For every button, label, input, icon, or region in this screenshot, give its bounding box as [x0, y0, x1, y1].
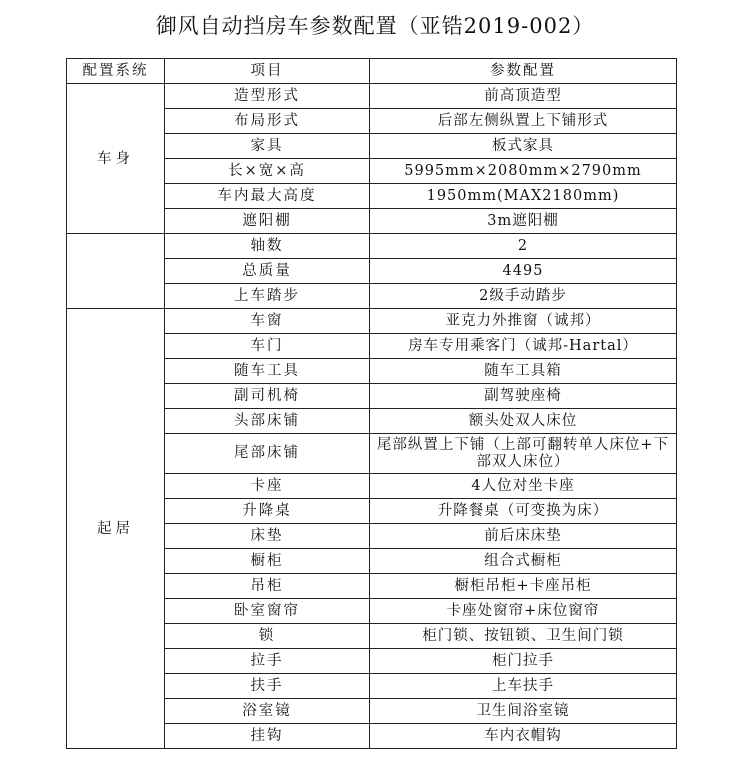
item-cell: 副司机椅: [165, 384, 370, 409]
spec-cell: 亚克力外推窗（诚邦）: [370, 309, 677, 334]
item-cell: 上车踏步: [165, 284, 370, 309]
item-cell: 卧室窗帘: [165, 599, 370, 624]
item-cell: 拉手: [165, 649, 370, 674]
item-cell: 床垫: [165, 524, 370, 549]
header-item: 项目: [165, 59, 370, 84]
item-cell: 吊柜: [165, 574, 370, 599]
system-cell: [67, 234, 165, 309]
spec-cell: 板式家具: [370, 134, 677, 159]
item-cell: 扶手: [165, 674, 370, 699]
item-cell: 总质量: [165, 259, 370, 284]
item-cell: 造型形式: [165, 84, 370, 109]
header-system: 配置系统: [67, 59, 165, 84]
item-cell: 头部床铺: [165, 409, 370, 434]
item-cell: 锁: [165, 624, 370, 649]
table-row: [67, 309, 677, 334]
spec-cell: 额头处双人床位: [370, 409, 677, 434]
spec-cell: 上车扶手: [370, 674, 677, 699]
document-title: 御风自动挡房车参数配置（亚锆2019-002）: [155, 14, 595, 38]
item-cell: 家具: [165, 134, 370, 159]
spec-cell: 1950mm(MAX2180mm): [370, 184, 677, 209]
item-cell: 长×宽×高: [165, 159, 370, 184]
item-cell: 挂钩: [165, 724, 370, 749]
spec-cell: 柜门拉手: [370, 649, 677, 674]
item-cell: 卡座: [165, 474, 370, 499]
spec-cell: 后部左侧纵置上下铺形式: [370, 109, 677, 134]
system-cell: 车身: [67, 84, 165, 234]
item-cell: 尾部床铺: [165, 434, 370, 474]
table-header-row: [67, 59, 677, 84]
item-cell: 车窗: [165, 309, 370, 334]
spec-cell: 4495: [370, 259, 677, 284]
spec-cell: 2级手动踏步: [370, 284, 677, 309]
spec-cell: 升降餐桌（可变换为床）: [370, 499, 677, 524]
table-row: [67, 234, 677, 259]
spec-cell: 5995mm×2080mm×2790mm: [370, 159, 677, 184]
spec-cell: 随车工具箱: [370, 359, 677, 384]
item-cell: 车内最大高度: [165, 184, 370, 209]
item-cell: 浴室镜: [165, 699, 370, 724]
parameter-table: [66, 58, 677, 749]
item-cell: 橱柜: [165, 549, 370, 574]
spec-cell: 橱柜吊柜+卡座吊柜: [370, 574, 677, 599]
item-cell: 遮阳棚: [165, 209, 370, 234]
item-cell: 车门: [165, 334, 370, 359]
spec-cell: 前后床床垫: [370, 524, 677, 549]
spec-cell: 4人位对坐卡座: [370, 474, 677, 499]
system-cell: 起居: [67, 309, 165, 749]
spec-cell: 2: [370, 234, 677, 259]
spec-cell: 尾部纵置上下铺（上部可翻转单人床位+下部双人床位）: [370, 434, 677, 474]
spec-cell: 车内衣帽钩: [370, 724, 677, 749]
spec-cell: 3m遮阳棚: [370, 209, 677, 234]
spec-cell: 卡座处窗帘+床位窗帘: [370, 599, 677, 624]
table-row: [67, 84, 677, 109]
item-cell: 轴数: [165, 234, 370, 259]
header-spec: 参数配置: [370, 59, 677, 84]
spec-cell: 柜门锁、按钮锁、卫生间门锁: [370, 624, 677, 649]
spec-cell: 卫生间浴室镜: [370, 699, 677, 724]
item-cell: 升降桌: [165, 499, 370, 524]
spec-cell: 副驾驶座椅: [370, 384, 677, 409]
spec-cell: 房车专用乘客门（诚邦-Hartal）: [370, 334, 677, 359]
spec-cell: 组合式橱柜: [370, 549, 677, 574]
item-cell: 布局形式: [165, 109, 370, 134]
spec-cell: 前高顶造型: [370, 84, 677, 109]
item-cell: 随车工具: [165, 359, 370, 384]
